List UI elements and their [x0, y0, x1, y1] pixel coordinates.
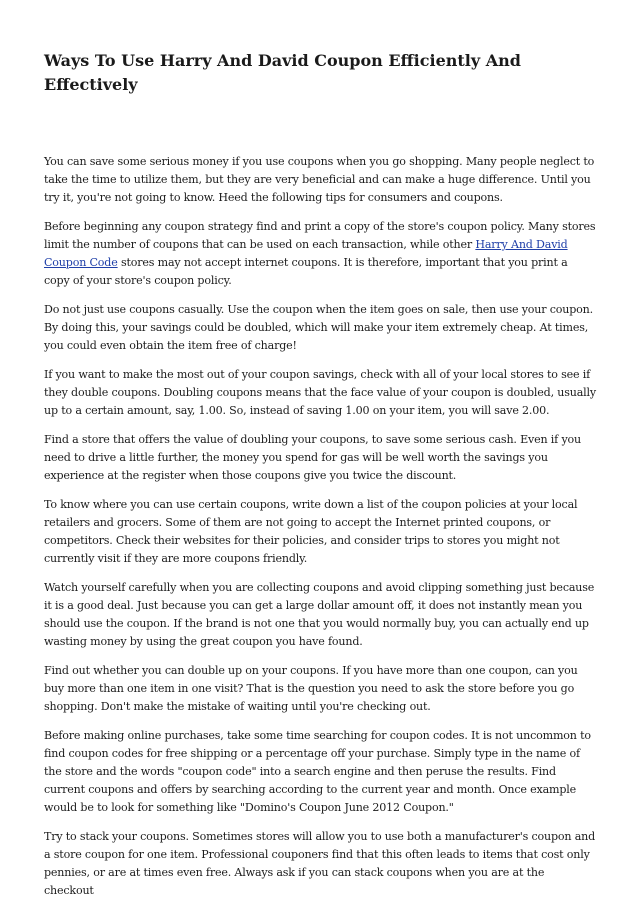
paragraph-coupon-policy: [44, 218, 596, 290]
paragraph-policy-list: To know where you can use certain coupons, write down a list of the coupon policies at your local retailers and grocers. Some of them are not going to accept the Internet printed coupons, or competitors. Check their websites for their policies, and consider trips to stores you might not currently visit if they are more coupons friendly.: [44, 498, 578, 565]
paragraph-watch-yourself: Watch yourself carefully when you are collecting coupons and avoid clipping something just because it is a good deal. Just because you can get a large dollar amount off, it does not instantly mean you should use the coupon. If the brand is not one that you would normally buy, you can actually end up wasting money by using the great coupon you have found.: [44, 581, 595, 648]
paragraph-stack-coupons: Try to stack your coupons. Sometimes stores will allow you to use both a manufacturer's coupon and a store coupon for one item. Professional couponers find that this often leads to items that cost only pennies, or are at times even free. Always ask if you can stack coupons when you are at the checkout: [44, 830, 596, 897]
paragraph-coupon-policy-text-start: Before beginning any coupon strategy find and print a copy of the store's coupon policy. Many stores limit the number of coupons that can be used on each transaction, while other: [44, 220, 596, 251]
document-body: [44, 153, 596, 911]
paragraph-find-store: Find a store that offers the value of doubling your coupons, to save some serious cash. Even if you need to drive a little further, the money you spend for gas will be well worth the savings you experience at the register when those coupons give you twice the discount.: [44, 433, 581, 482]
paragraph-double-coupons: If you want to make the most out of your coupon savings, check with all of your local stores to see if they double coupons. Doubling coupons means that the face value of your coupon is doubled, usually up to a certain amount, say, 1.00. So, instead of saving 1.00 on your item, you will save 2.00.: [44, 368, 596, 417]
paragraph-intro: You can save some serious money if you use coupons when you go shopping. Many people neglect to take the time to utilize them, but they are very beneficial and can make a huge difference. Until you try it, you're not going to know. Heed the following tips for consumers and coupons.: [44, 155, 595, 204]
document-title: Ways To Use Harry And David Coupon Efficiently And Effectively: [44, 51, 521, 94]
harry-and-david-coupon-code-link[interactable]: Harry And David Coupon Code: [44, 238, 568, 269]
paragraph-online-purchases: Before making online purchases, take some time searching for coupon codes. It is not uncommon to find coupon codes for free shipping or a percentage off your purchase. Simply type in the name of the store and the words "coupon code" into a search engine and then peruse the results. Find current coupons and offers by searching according to the current year and month. Once example would be to look for something like "Domino's Coupon June 2012 Coupon.": [44, 729, 591, 814]
paragraph-coupon-policy-text-end: stores may not accept internet coupons. It is therefore, important that you print a copy of your store's coupon policy.: [44, 256, 568, 287]
paragraph-casual-use: Do not just use coupons casually. Use the coupon when the item goes on sale, then use your coupon. By doing this, your savings could be doubled, which will make your item extremely cheap. At times, you could even obtain the item free of charge!: [44, 303, 593, 352]
paragraph-double-up: Find out whether you can double up on your coupons. If you have more than one coupon, can you buy more than one item in one visit? That is the question you need to ask the store before you go shopping. Don't make the mistake of waiting until you're checking out.: [44, 664, 578, 713]
